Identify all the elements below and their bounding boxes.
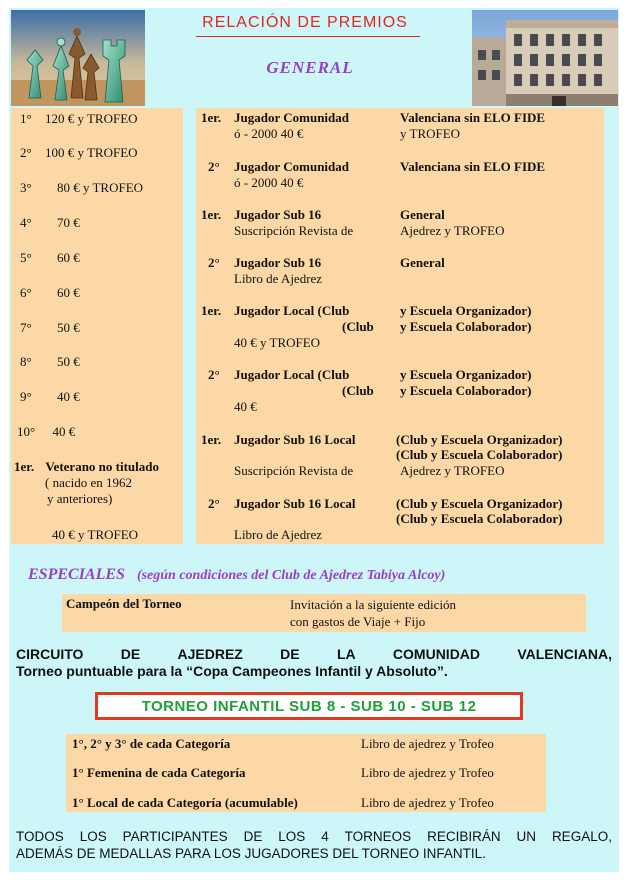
infantil-prize-3-value: Libro de ajedrez y Trofeo [361, 795, 494, 810]
cat-prize-8-prize: Libro de Ajedrez [234, 527, 323, 542]
cat-prize-5-org: y Escuela Organizador) [400, 303, 532, 318]
prize-amount: 40 € [56, 389, 80, 404]
especiales-subtitle: (según condiciones del Club de Ajedrez Tabiya Alcoy) [136, 568, 446, 583]
cat-prize-6-col: y Escuela Colaborador) [400, 383, 532, 398]
cat-prize-7-col: (Club y Escuela Colaborador) [396, 447, 563, 462]
cat-prize-4-desc: General [400, 255, 445, 270]
footer-word: 4 [321, 829, 329, 844]
prize-row-3 [20, 180, 143, 196]
prize-row-4 [20, 215, 80, 231]
cat-prize-1-desc: Valenciana sin ELO FIDE [400, 110, 546, 125]
circuit-line-2: Torneo puntuable para la “Copa Campeones Infantil y Absoluto”. [16, 663, 448, 679]
cat-prize-6-pos: 2° [208, 367, 220, 382]
infantil-prize-1-value: Libro de ajedrez y Trofeo [361, 736, 494, 751]
cat-prize-3-prize: Suscripción Revista de [234, 223, 354, 238]
circuit-line-1 [16, 646, 612, 663]
prize-row-9 [20, 389, 80, 405]
prize-amount: 50 € [56, 320, 80, 335]
cat-prize-3-desc: General [400, 207, 445, 222]
prize-amount: 60 € [56, 250, 80, 265]
footer-word: REGALO, [551, 829, 612, 844]
circuit-text [16, 646, 612, 680]
veteran-prize: 40 € y TROFEO [52, 527, 139, 542]
cat-prize-8-pos: 2° [208, 496, 220, 511]
prize-amount: 40 € [52, 424, 76, 439]
cat-prize-2-pos: 2° [208, 159, 220, 174]
prize-row-7 [20, 320, 80, 336]
prize-row-2 [20, 145, 138, 161]
veteran-note-1: ( nacido en 1962 [45, 475, 133, 490]
prize-amount: 60 € [56, 285, 80, 300]
cat-prize-4-pos: 2° [208, 255, 220, 270]
veteran-position: 1er. [14, 459, 35, 474]
champion-panel [62, 594, 586, 632]
footer-word: RECIBIRÁN [427, 829, 501, 844]
veteran-title: Veterano no titulado [45, 459, 159, 474]
prize-amount: 50 € [56, 354, 80, 369]
cat-prize-6-club: (Club [342, 383, 374, 398]
circuit-word: AJEDREZ [177, 646, 243, 662]
prize-position: 8° [20, 354, 32, 369]
circuit-word: DE [120, 646, 141, 662]
especiales-title: ESPECIALES [28, 566, 125, 583]
cat-prize-5-club: (Club [342, 319, 374, 334]
page-title: RELACIÓN DE PREMIOS [202, 14, 408, 31]
prize-row-8 [20, 354, 80, 370]
prize-position: 3° [20, 180, 32, 195]
category-prizes-panel [196, 108, 604, 544]
cat-prize-3-name: Jugador Sub 16 [234, 207, 322, 222]
cat-prize-7-pos: 1er. [201, 432, 222, 447]
prize-position: 2° [20, 145, 32, 160]
champion-prize-line-1: Invitación a la siguiente edición [290, 597, 457, 612]
cat-prize-1-trophy: y TROFEO [400, 126, 461, 141]
section-title-general: GENERAL [266, 58, 354, 77]
chess-illustration-icon [11, 10, 145, 106]
circuit-word: VALENCIANA, [517, 646, 612, 662]
infantil-prize-1-label: 1°, 2° y 3° de cada Categoría [72, 736, 231, 751]
title-underline [196, 36, 420, 37]
cat-prize-4-prize: Libro de Ajedrez [234, 271, 323, 286]
circuit-word: CIRCUITO [16, 646, 84, 662]
prize-position: 4° [20, 215, 32, 230]
footer-word: TODOS [16, 829, 64, 844]
cat-prize-7-name: Jugador Sub 16 Local [234, 432, 356, 447]
cat-prize-2-name: Jugador Comunidad [234, 159, 349, 174]
cat-prize-6-name: Jugador Local (Club [234, 367, 350, 382]
veteran-title-row [14, 459, 159, 475]
cat-prize-3-trophy: Ajedrez y TROFEO [400, 223, 505, 238]
torneo-infantil-box [95, 692, 523, 720]
prize-row-6 [20, 285, 80, 301]
footer-word: TORNEOS [344, 829, 412, 844]
veteran-note-2: y anteriores) [47, 491, 113, 506]
footer-text [16, 828, 612, 862]
circuit-word: COMUNIDAD [392, 646, 481, 662]
footer-word: PARTICIPANTES [122, 829, 228, 844]
building-image [472, 10, 618, 106]
cat-prize-1-pos: 1er. [201, 110, 222, 125]
footer-word: UN [516, 829, 537, 844]
prize-position: 6° [20, 285, 32, 300]
champion-label: Campeón del Torneo [66, 596, 182, 611]
prize-amount: 70 € [56, 215, 80, 230]
chess-pieces-image [11, 10, 145, 106]
prize-position: 1° [20, 111, 32, 126]
prize-position: 5° [20, 250, 32, 265]
prize-row-10 [17, 424, 75, 440]
cat-prize-8-col: (Club y Escuela Colaborador) [396, 511, 563, 526]
cat-prize-1-name: Jugador Comunidad [234, 110, 349, 125]
cat-prize-5-col: y Escuela Colaborador) [400, 319, 532, 334]
cat-prize-2-elo: ó - 2000 40 € [234, 175, 304, 190]
prize-row-1 [20, 111, 138, 127]
cat-prize-1-elo: ó - 2000 40 € [234, 126, 304, 141]
prize-position: 9° [20, 389, 32, 404]
cat-prize-3-pos: 1er. [201, 207, 222, 222]
circuit-word: DE [280, 646, 300, 662]
prize-position: 10° [17, 424, 36, 439]
infantil-prize-3-label: 1° Local de cada Categoría (acumulable) [72, 795, 298, 810]
prize-row-5 [20, 250, 80, 266]
especiales-heading [28, 566, 445, 584]
cat-prize-6-org: y Escuela Organizador) [400, 367, 532, 382]
cat-prize-5-pos: 1er. [201, 303, 222, 318]
prize-position: 7° [20, 320, 32, 335]
cat-prize-7-prize: Suscripción Revista de [234, 463, 354, 478]
footer-word: DE [243, 829, 263, 844]
torneo-infantil-title: TORNEO INFANTIL SUB 8 - SUB 10 - SUB 12 [141, 697, 477, 715]
champion-prize-line-2: con gastos de Viaje + Fijo [290, 614, 426, 629]
footer-line-2: ADEMÁS DE MEDALLAS PARA LOS JUGADORES DEL TORNEO INFANTIL. [16, 846, 486, 861]
prize-amount: 80 € y TROFEO [56, 180, 144, 195]
cat-prize-5-name: Jugador Local (Club [234, 303, 350, 318]
cat-prize-7-org: (Club y Escuela Organizador) [396, 432, 563, 447]
footer-word: LOS [79, 829, 107, 844]
cat-prize-5-prize: 40 € y TROFEO [234, 335, 321, 350]
cat-prize-2-desc: Valenciana sin ELO FIDE [400, 159, 546, 174]
circuit-word: LA [336, 646, 356, 662]
cat-prize-7-trophy: Ajedrez y TROFEO [400, 463, 505, 478]
cat-prize-6-prize: 40 € [234, 399, 257, 414]
prize-amount: 120 € y TROFEO [44, 111, 138, 126]
footer-line-1 [16, 828, 612, 845]
infantil-prize-2-value: Libro de ajedrez y Trofeo [361, 765, 494, 780]
building-photo-icon [472, 10, 618, 106]
infantil-prize-2-label: 1° Femenina de cada Categoría [72, 765, 246, 780]
cat-prize-8-org: (Club y Escuela Organizador) [396, 496, 563, 511]
footer-word: LOS [278, 829, 306, 844]
cat-prize-4-name: Jugador Sub 16 [234, 255, 322, 270]
prize-amount: 100 € y TROFEO [44, 145, 138, 160]
general-prizes-panel [11, 108, 183, 544]
infantil-prizes-panel [66, 734, 546, 812]
cat-prize-8-name: Jugador Sub 16 Local [234, 496, 356, 511]
